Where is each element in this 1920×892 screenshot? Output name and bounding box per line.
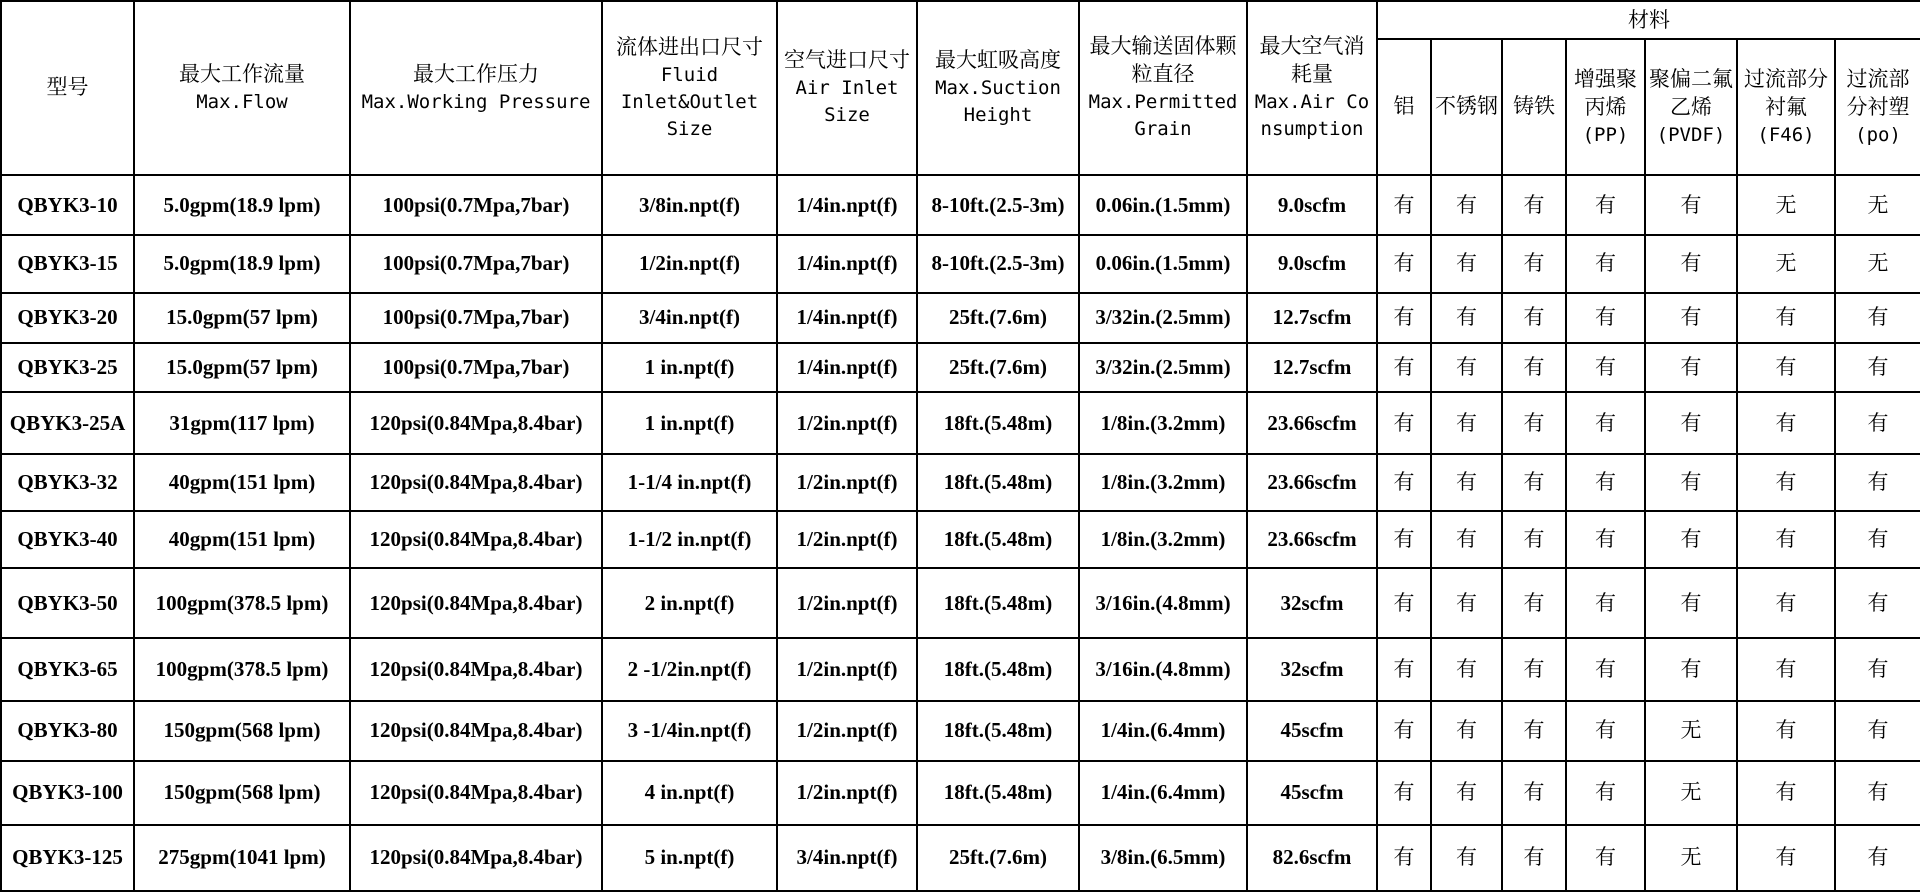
- material-availability-cell: 有: [1835, 701, 1920, 761]
- grain-size-cell: 1/8in.(3.2mm): [1079, 392, 1247, 454]
- air-consumption-cell: 9.0scfm: [1247, 175, 1377, 235]
- header-material-label: 增强聚丙烯: [1574, 66, 1637, 119]
- material-availability-cell: 有: [1835, 825, 1920, 891]
- pressure-cell: 120psi(0.84Mpa,8.4bar): [350, 392, 602, 454]
- material-availability-cell: 有: [1431, 454, 1502, 511]
- fluid-size-cell: 1-1/4 in.npt(f): [602, 454, 777, 511]
- header-material-4: [1645, 39, 1737, 175]
- air-consumption-cell: 23.66scfm: [1247, 392, 1377, 454]
- material-availability-cell: 有: [1377, 343, 1431, 393]
- material-availability-cell: 有: [1377, 293, 1431, 343]
- material-availability-cell: 有: [1502, 235, 1566, 293]
- header-material-label: 过流部分衬氟: [1744, 66, 1828, 119]
- header-material-code: (PVDF): [1656, 123, 1726, 146]
- flow-cell: 150gpm(568 lpm): [134, 701, 350, 761]
- model-cell: QBYK3-25: [1, 343, 134, 393]
- material-availability-cell: 有: [1835, 454, 1920, 511]
- header-fluid-size: 流体进出口尺寸 Fluid Inlet&Outlet Size: [602, 1, 777, 175]
- material-availability-cell: 有: [1645, 293, 1737, 343]
- header-material-3: [1566, 39, 1645, 175]
- material-availability-cell: 有: [1502, 761, 1566, 825]
- material-availability-cell: 有: [1431, 761, 1502, 825]
- material-availability-cell: 无: [1645, 761, 1737, 825]
- pressure-cell: 120psi(0.84Mpa,8.4bar): [350, 825, 602, 891]
- air-inlet-cell: 1/2in.npt(f): [777, 454, 917, 511]
- model-cell: QBYK3-25A: [1, 392, 134, 454]
- material-availability-cell: 有: [1566, 701, 1645, 761]
- material-availability-cell: 有: [1835, 761, 1920, 825]
- grain-size-cell: 3/32in.(2.5mm): [1079, 293, 1247, 343]
- material-availability-cell: 有: [1431, 701, 1502, 761]
- fluid-size-cell: 3 -1/4in.npt(f): [602, 701, 777, 761]
- material-availability-cell: 有: [1566, 825, 1645, 891]
- material-availability-cell: 有: [1377, 701, 1431, 761]
- air-consumption-cell: 45scfm: [1247, 701, 1377, 761]
- header-material-code: (F46): [1757, 123, 1815, 146]
- fluid-size-cell: 1 in.npt(f): [602, 343, 777, 393]
- grain-size-cell: 0.06in.(1.5mm): [1079, 175, 1247, 235]
- material-availability-cell: 无: [1835, 175, 1920, 235]
- fluid-size-cell: 3/8in.npt(f): [602, 175, 777, 235]
- table-row: [1, 454, 1920, 511]
- fluid-size-cell: 2 in.npt(f): [602, 568, 777, 638]
- model-cell: QBYK3-15: [1, 235, 134, 293]
- flow-cell: 31gpm(117 lpm): [134, 392, 350, 454]
- material-availability-cell: 有: [1431, 568, 1502, 638]
- material-availability-cell: 有: [1645, 568, 1737, 638]
- material-availability-cell: 无: [1645, 701, 1737, 761]
- air-inlet-cell: 1/4in.npt(f): [777, 175, 917, 235]
- air-consumption-cell: 12.7scfm: [1247, 343, 1377, 393]
- suction-height-cell: 25ft.(7.6m): [917, 825, 1079, 891]
- table-row: [1, 392, 1920, 454]
- header-max-grain: 最大输送固体颗粒直径 Max.Permitted Grain: [1079, 1, 1247, 175]
- air-consumption-cell: 32scfm: [1247, 638, 1377, 700]
- material-availability-cell: 有: [1502, 638, 1566, 700]
- air-consumption-cell: 23.66scfm: [1247, 454, 1377, 511]
- pressure-cell: 120psi(0.84Mpa,8.4bar): [350, 568, 602, 638]
- suction-height-cell: 18ft.(5.48m): [917, 701, 1079, 761]
- header-material-code: (PP): [1582, 123, 1629, 146]
- material-availability-cell: 有: [1502, 343, 1566, 393]
- fluid-size-cell: 5 in.npt(f): [602, 825, 777, 891]
- suction-height-cell: 18ft.(5.48m): [917, 761, 1079, 825]
- flow-cell: 275gpm(1041 lpm): [134, 825, 350, 891]
- material-availability-cell: 有: [1566, 175, 1645, 235]
- material-availability-cell: 有: [1835, 293, 1920, 343]
- fluid-size-cell: 4 in.npt(f): [602, 761, 777, 825]
- material-availability-cell: 有: [1502, 825, 1566, 891]
- suction-height-cell: 25ft.(7.6m): [917, 293, 1079, 343]
- material-availability-cell: 有: [1737, 343, 1835, 393]
- air-consumption-cell: 9.0scfm: [1247, 235, 1377, 293]
- material-availability-cell: 有: [1645, 511, 1737, 568]
- material-availability-cell: 有: [1566, 568, 1645, 638]
- pressure-cell: 120psi(0.84Mpa,8.4bar): [350, 511, 602, 568]
- header-material-label: 铝: [1393, 94, 1415, 118]
- table-body: [1, 175, 1920, 891]
- header-max-flow: 最大工作流量 Max.Flow: [134, 1, 350, 175]
- pressure-cell: 100psi(0.7Mpa,7bar): [350, 235, 602, 293]
- material-availability-cell: 无: [1645, 825, 1737, 891]
- material-availability-cell: 有: [1737, 293, 1835, 343]
- material-availability-cell: 有: [1835, 568, 1920, 638]
- material-availability-cell: 有: [1737, 511, 1835, 568]
- fluid-size-cell: 1/2in.npt(f): [602, 235, 777, 293]
- suction-height-cell: 8-10ft.(2.5-3m): [917, 235, 1079, 293]
- air-inlet-cell: 1/4in.npt(f): [777, 235, 917, 293]
- suction-height-cell: 25ft.(7.6m): [917, 343, 1079, 393]
- model-cell: QBYK3-10: [1, 175, 134, 235]
- model-cell: QBYK3-50: [1, 568, 134, 638]
- header-material-label: 聚偏二氟乙烯: [1649, 66, 1733, 119]
- header-material-2: [1502, 39, 1566, 175]
- grain-size-cell: 1/4in.(6.4mm): [1079, 701, 1247, 761]
- material-availability-cell: 有: [1377, 175, 1431, 235]
- grain-size-cell: 3/16in.(4.8mm): [1079, 568, 1247, 638]
- grain-size-cell: 1/8in.(3.2mm): [1079, 454, 1247, 511]
- header-material-6: [1835, 39, 1920, 175]
- suction-height-cell: 18ft.(5.48m): [917, 454, 1079, 511]
- air-consumption-cell: 12.7scfm: [1247, 293, 1377, 343]
- air-consumption-cell: 45scfm: [1247, 761, 1377, 825]
- model-cell: QBYK3-65: [1, 638, 134, 700]
- material-availability-cell: 有: [1737, 761, 1835, 825]
- material-availability-cell: 有: [1566, 392, 1645, 454]
- material-availability-cell: 有: [1835, 511, 1920, 568]
- grain-size-cell: 1/4in.(6.4mm): [1079, 761, 1247, 825]
- header-material-5: [1737, 39, 1835, 175]
- air-inlet-cell: 1/2in.npt(f): [777, 638, 917, 700]
- material-availability-cell: 有: [1502, 511, 1566, 568]
- model-cell: QBYK3-32: [1, 454, 134, 511]
- material-availability-cell: 无: [1737, 175, 1835, 235]
- grain-size-cell: 3/8in.(6.5mm): [1079, 825, 1247, 891]
- material-availability-cell: 有: [1502, 175, 1566, 235]
- table-row: [1, 761, 1920, 825]
- header-suction-height: 最大虹吸高度 Max.Suction Height: [917, 1, 1079, 175]
- table-row: [1, 568, 1920, 638]
- air-inlet-cell: 1/2in.npt(f): [777, 761, 917, 825]
- air-inlet-cell: 1/2in.npt(f): [777, 701, 917, 761]
- material-availability-cell: 有: [1377, 392, 1431, 454]
- material-availability-cell: 有: [1835, 343, 1920, 393]
- material-availability-cell: 无: [1835, 235, 1920, 293]
- material-availability-cell: 有: [1645, 454, 1737, 511]
- pressure-cell: 120psi(0.84Mpa,8.4bar): [350, 701, 602, 761]
- material-availability-cell: 有: [1737, 701, 1835, 761]
- table-row: [1, 293, 1920, 343]
- table-row: [1, 825, 1920, 891]
- air-consumption-cell: 32scfm: [1247, 568, 1377, 638]
- suction-height-cell: 18ft.(5.48m): [917, 392, 1079, 454]
- model-cell: QBYK3-80: [1, 701, 134, 761]
- material-availability-cell: 有: [1377, 235, 1431, 293]
- material-availability-cell: 有: [1645, 235, 1737, 293]
- flow-cell: 15.0gpm(57 lpm): [134, 293, 350, 343]
- pressure-cell: 100psi(0.7Mpa,7bar): [350, 293, 602, 343]
- pressure-cell: 100psi(0.7Mpa,7bar): [350, 343, 602, 393]
- table-row: [1, 343, 1920, 393]
- material-availability-cell: 无: [1737, 235, 1835, 293]
- suction-height-cell: 18ft.(5.48m): [917, 568, 1079, 638]
- material-availability-cell: 有: [1502, 392, 1566, 454]
- material-availability-cell: 有: [1431, 825, 1502, 891]
- header-material-0: [1377, 39, 1431, 175]
- material-availability-cell: 有: [1566, 511, 1645, 568]
- pressure-cell: 120psi(0.84Mpa,8.4bar): [350, 638, 602, 700]
- material-availability-cell: 有: [1431, 511, 1502, 568]
- table-row: [1, 701, 1920, 761]
- material-availability-cell: 有: [1502, 701, 1566, 761]
- material-availability-cell: 有: [1502, 568, 1566, 638]
- material-availability-cell: 有: [1431, 293, 1502, 343]
- header-air-inlet: 空气进口尺寸 Air Inlet Size: [777, 1, 917, 175]
- header-material-label: 铸铁: [1513, 94, 1555, 118]
- material-availability-cell: 有: [1645, 343, 1737, 393]
- table-row: [1, 638, 1920, 700]
- pressure-cell: 120psi(0.84Mpa,8.4bar): [350, 761, 602, 825]
- material-availability-cell: 有: [1566, 638, 1645, 700]
- material-availability-cell: 有: [1645, 638, 1737, 700]
- material-availability-cell: 有: [1377, 825, 1431, 891]
- flow-cell: 15.0gpm(57 lpm): [134, 343, 350, 393]
- suction-height-cell: 18ft.(5.48m): [917, 638, 1079, 700]
- header-material-code: (po): [1855, 123, 1901, 146]
- air-inlet-cell: 3/4in.npt(f): [777, 825, 917, 891]
- flow-cell: 40gpm(151 lpm): [134, 511, 350, 568]
- air-inlet-cell: 1/4in.npt(f): [777, 343, 917, 393]
- table-row: [1, 511, 1920, 568]
- flow-cell: 100gpm(378.5 lpm): [134, 568, 350, 638]
- pressure-cell: 120psi(0.84Mpa,8.4bar): [350, 454, 602, 511]
- material-availability-cell: 有: [1502, 454, 1566, 511]
- table-row: [1, 175, 1920, 235]
- header-model: 型号: [1, 1, 134, 175]
- table-row: [1, 235, 1920, 293]
- suction-height-cell: 18ft.(5.48m): [917, 511, 1079, 568]
- material-availability-cell: 有: [1502, 293, 1566, 343]
- material-availability-cell: 有: [1431, 235, 1502, 293]
- material-availability-cell: 有: [1737, 638, 1835, 700]
- model-cell: QBYK3-125: [1, 825, 134, 891]
- material-availability-cell: 有: [1566, 343, 1645, 393]
- material-availability-cell: 有: [1645, 392, 1737, 454]
- flow-cell: 40gpm(151 lpm): [134, 454, 350, 511]
- fluid-size-cell: 1-1/2 in.npt(f): [602, 511, 777, 568]
- material-availability-cell: 有: [1377, 761, 1431, 825]
- model-cell: QBYK3-100: [1, 761, 134, 825]
- material-availability-cell: 有: [1431, 638, 1502, 700]
- material-availability-cell: 有: [1737, 568, 1835, 638]
- fluid-size-cell: 2 -1/2in.npt(f): [602, 638, 777, 700]
- header-material-1: [1431, 39, 1502, 175]
- material-availability-cell: 有: [1377, 638, 1431, 700]
- air-consumption-cell: 23.66scfm: [1247, 511, 1377, 568]
- air-inlet-cell: 1/2in.npt(f): [777, 568, 917, 638]
- material-availability-cell: 有: [1566, 235, 1645, 293]
- material-availability-cell: 有: [1431, 392, 1502, 454]
- flow-cell: 100gpm(378.5 lpm): [134, 638, 350, 700]
- pressure-cell: 100psi(0.7Mpa,7bar): [350, 175, 602, 235]
- header-max-pressure: 最大工作压力 Max.Working Pressure: [350, 1, 602, 175]
- header-material-label: 不锈钢: [1435, 94, 1498, 118]
- table-header: [1, 1, 1920, 175]
- model-cell: QBYK3-20: [1, 293, 134, 343]
- air-inlet-cell: 1/2in.npt(f): [777, 392, 917, 454]
- air-inlet-cell: 1/4in.npt(f): [777, 293, 917, 343]
- header-air-consumption: 最大空气消耗量 Max.Air Consumption: [1247, 1, 1377, 175]
- material-availability-cell: 有: [1737, 825, 1835, 891]
- material-availability-cell: 有: [1737, 392, 1835, 454]
- material-availability-cell: 有: [1566, 761, 1645, 825]
- air-consumption-cell: 82.6scfm: [1247, 825, 1377, 891]
- fluid-size-cell: 1 in.npt(f): [602, 392, 777, 454]
- flow-cell: 5.0gpm(18.9 lpm): [134, 175, 350, 235]
- material-availability-cell: 有: [1835, 392, 1920, 454]
- air-inlet-cell: 1/2in.npt(f): [777, 511, 917, 568]
- material-availability-cell: 有: [1737, 454, 1835, 511]
- material-availability-cell: 有: [1566, 293, 1645, 343]
- material-availability-cell: 有: [1377, 454, 1431, 511]
- header-materials-group: 材料: [1377, 1, 1920, 39]
- grain-size-cell: 3/16in.(4.8mm): [1079, 638, 1247, 700]
- flow-cell: 5.0gpm(18.9 lpm): [134, 235, 350, 293]
- material-availability-cell: 有: [1431, 343, 1502, 393]
- material-availability-cell: 有: [1645, 175, 1737, 235]
- material-availability-cell: 有: [1835, 638, 1920, 700]
- grain-size-cell: 1/8in.(3.2mm): [1079, 511, 1247, 568]
- flow-cell: 150gpm(568 lpm): [134, 761, 350, 825]
- model-cell: QBYK3-40: [1, 511, 134, 568]
- material-availability-cell: 有: [1377, 568, 1431, 638]
- material-availability-cell: 有: [1566, 454, 1645, 511]
- material-availability-cell: 有: [1431, 175, 1502, 235]
- grain-size-cell: 0.06in.(1.5mm): [1079, 235, 1247, 293]
- grain-size-cell: 3/32in.(2.5mm): [1079, 343, 1247, 393]
- fluid-size-cell: 3/4in.npt(f): [602, 293, 777, 343]
- header-material-label: 过流部分衬塑: [1846, 66, 1910, 119]
- material-availability-cell: 有: [1377, 511, 1431, 568]
- suction-height-cell: 8-10ft.(2.5-3m): [917, 175, 1079, 235]
